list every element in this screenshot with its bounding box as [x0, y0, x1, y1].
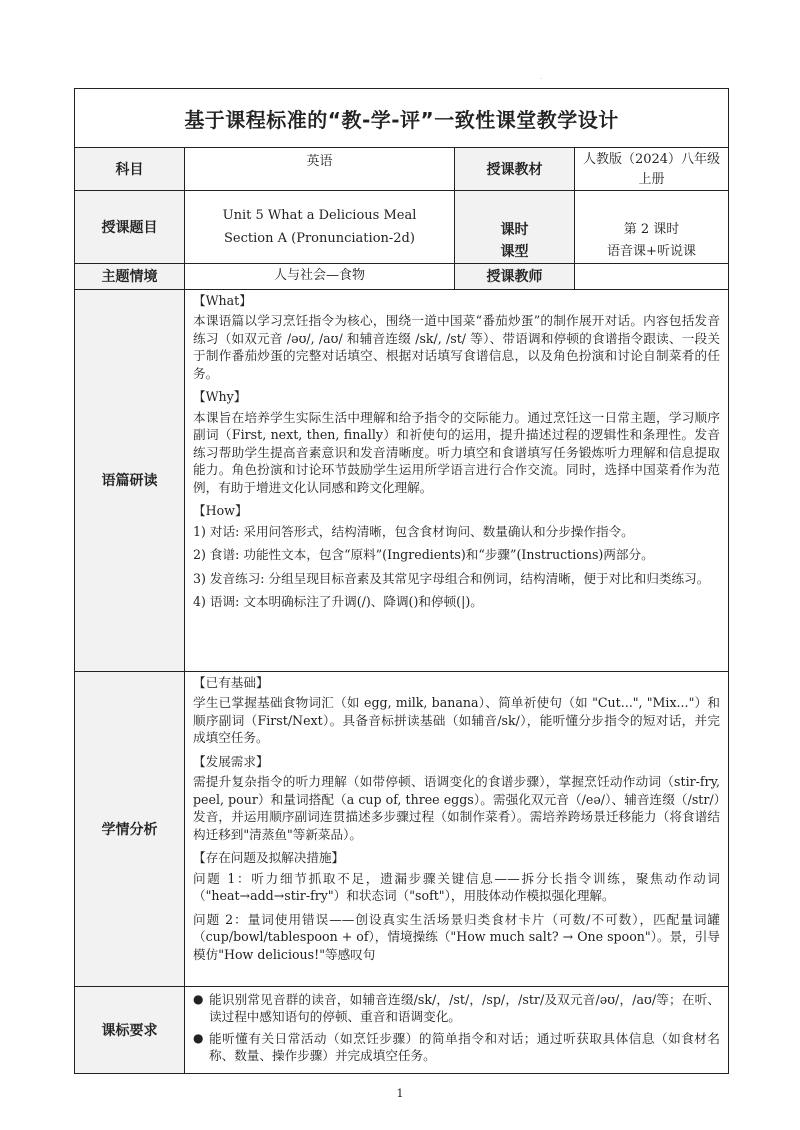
topic-row	[75, 191, 729, 241]
lesson-plan-table	[74, 88, 729, 1074]
corner-mark: ·	[540, 76, 542, 83]
standards-content	[185, 986, 729, 1073]
period-label: 课时	[455, 191, 575, 241]
period-value: 第 2 课时	[575, 191, 729, 241]
theme-row	[75, 263, 729, 289]
material-value: 人教版（2024）八年级上册	[575, 148, 729, 191]
page-title: 基于课程标准的“教-学-评”一致性课堂教学设计	[75, 89, 729, 148]
how-item-3: 3) 发音练习: 分组呈现目标音素及其常见字母组合和例词，结构清晰，便于对比和归类练习。	[193, 570, 710, 586]
title-row	[75, 89, 729, 148]
issues-heading: 【存在问题及拟解决措施】	[193, 850, 345, 865]
text-study-content	[185, 289, 729, 671]
standards-row	[75, 986, 729, 1073]
text-study-row	[75, 289, 729, 671]
learner-content	[185, 671, 729, 986]
type-value: 语音课+听说课	[575, 241, 729, 264]
what-heading: 【What】	[193, 292, 252, 308]
standard-item	[193, 1030, 720, 1065]
topic-label: 授课题目	[75, 191, 185, 264]
how-item-1: 1) 对话: 采用问答形式，结构清晰，包含食材询问、数量确认和分步操作指令。	[193, 523, 634, 539]
needs-heading: 【发展需求】	[193, 753, 269, 769]
subject-value: 英语	[185, 148, 455, 191]
text-study-label: 语篇研读	[75, 289, 185, 671]
basis-heading: 【已有基础】	[193, 674, 269, 690]
standard-text: 能识别常见音群的读音，如辅音连缀/sk/，/st/，/sp/，/str/及双元音/əʊ/，/aʊ/等；在听、读过程中感知语句的停顿、重音和语调变化。	[209, 991, 721, 1024]
how-item-2: 2) 食谱: 功能性文本，包含“原料”(Ingredients)和“步骤”(Instructions)两部分。	[193, 547, 654, 562]
topic-line-2: Section A (Pronunciation-2d)	[224, 230, 415, 246]
how-heading: 【How】	[193, 503, 248, 518]
standard-text: 能听懂有关日常活动（如烹饪步骤）的简单指令和对话；通过听获取具体信息（如食材名称、数量、操作步骤）并完成填空任务。	[209, 1030, 721, 1063]
learner-label: 学情分析	[75, 671, 185, 986]
theme-value: 人与社会—食物	[185, 263, 455, 289]
teacher-label: 授课教师	[455, 263, 575, 289]
bullet-icon: ●	[193, 1030, 204, 1045]
how-item-4: 4) 语调: 文本明确标注了升调(/)、降调()和停顿(|)。	[193, 594, 483, 609]
issue-2: 问题 2：量词使用错误——创设真实生活场景归类食材卡片（可数/不可数），匹配量词罐（cup/bowl/tablespoon + of），情境操练（"How much salt? → One spoon"）。景，引导模仿"How delicious!"等感叹句	[193, 911, 721, 962]
standards-label: 课标要求	[75, 986, 185, 1073]
issue-1: 问题 1：听力细节抓取不足，遗漏步骤关键信息——拆分长指令训练，聚焦动作动词（"heat→add→stir-fry"）和状态词（"soft"），用肢体动作模拟强化理解。	[193, 870, 721, 903]
type-label: 课型	[455, 241, 575, 264]
what-paragraph: 本课语篇以学习烹饪指令为核心，围绕一道中国菜“番茄炒蛋”的制作展开对话。内容包括发音练习（如双元音 /əʊ/, /aʊ/ 和辅音连缀 /sk/, /st/ 等）、带语调和停顿的食谱指令跟读、一段关于制作番茄炒蛋的完整对话填空、根据对话填写食谱信息，以及角色扮演和讨论自制菜肴的任务。	[193, 313, 721, 381]
bullet-icon: ●	[193, 991, 204, 1006]
learner-row	[75, 671, 729, 986]
material-label: 授课教材	[455, 148, 575, 191]
needs-paragraph: 需提升复杂指令的听力理解（如带停顿、语调变化的食谱步骤），掌握烹饪动作动词（stir-fry, peel, pour）和量词搭配（a cup of, three eggs）。需强化双元音（/eə/）、辅音连缀（/str/）发音，并运用顺序副词连贯描述多步骤过程（如制作菜肴）。需培养跨场景迁移能力（将食谱结构迁移到"清蒸鱼"等新菜品）。	[193, 774, 721, 842]
why-paragraph: 本课旨在培养学生实际生活中理解和给予指令的交际能力。通过烹饪这一日常主题，学习顺序副词（First, next, then, finally）和祈使句的运用，提升描述过程的逻辑性和条理性。发音练习帮助学生提高音素意识和发音清晰度。听力填空和食谱填写任务锻炼听力理解和信息提取能力。角色扮演和讨论环节鼓励学生运用所学语言进行合作交流。同时，选择中国菜肴作为范例，有助于增进文化认同感和跨文化理解。	[193, 409, 721, 495]
theme-label: 主题情境	[75, 263, 185, 289]
subject-label: 科目	[75, 148, 185, 191]
teacher-value	[575, 263, 729, 289]
topic-value	[185, 191, 455, 264]
topic-line-1: Unit 5 What a Delicious Meal	[222, 207, 417, 223]
subject-row	[75, 148, 729, 191]
page-number: 1	[396, 1087, 404, 1100]
why-heading: 【Why】	[193, 389, 247, 404]
standard-item	[193, 991, 720, 1026]
basis-paragraph: 学生已掌握基础食物词汇（如 egg, milk, banana）、简单祈使句（如 "Cut...", "Mix..."）和顺序副词（First/Next）。具备音标拼读基础（如辅音/sk/），能听懂分步指令的短对话，并完成填空任务。	[193, 695, 721, 745]
